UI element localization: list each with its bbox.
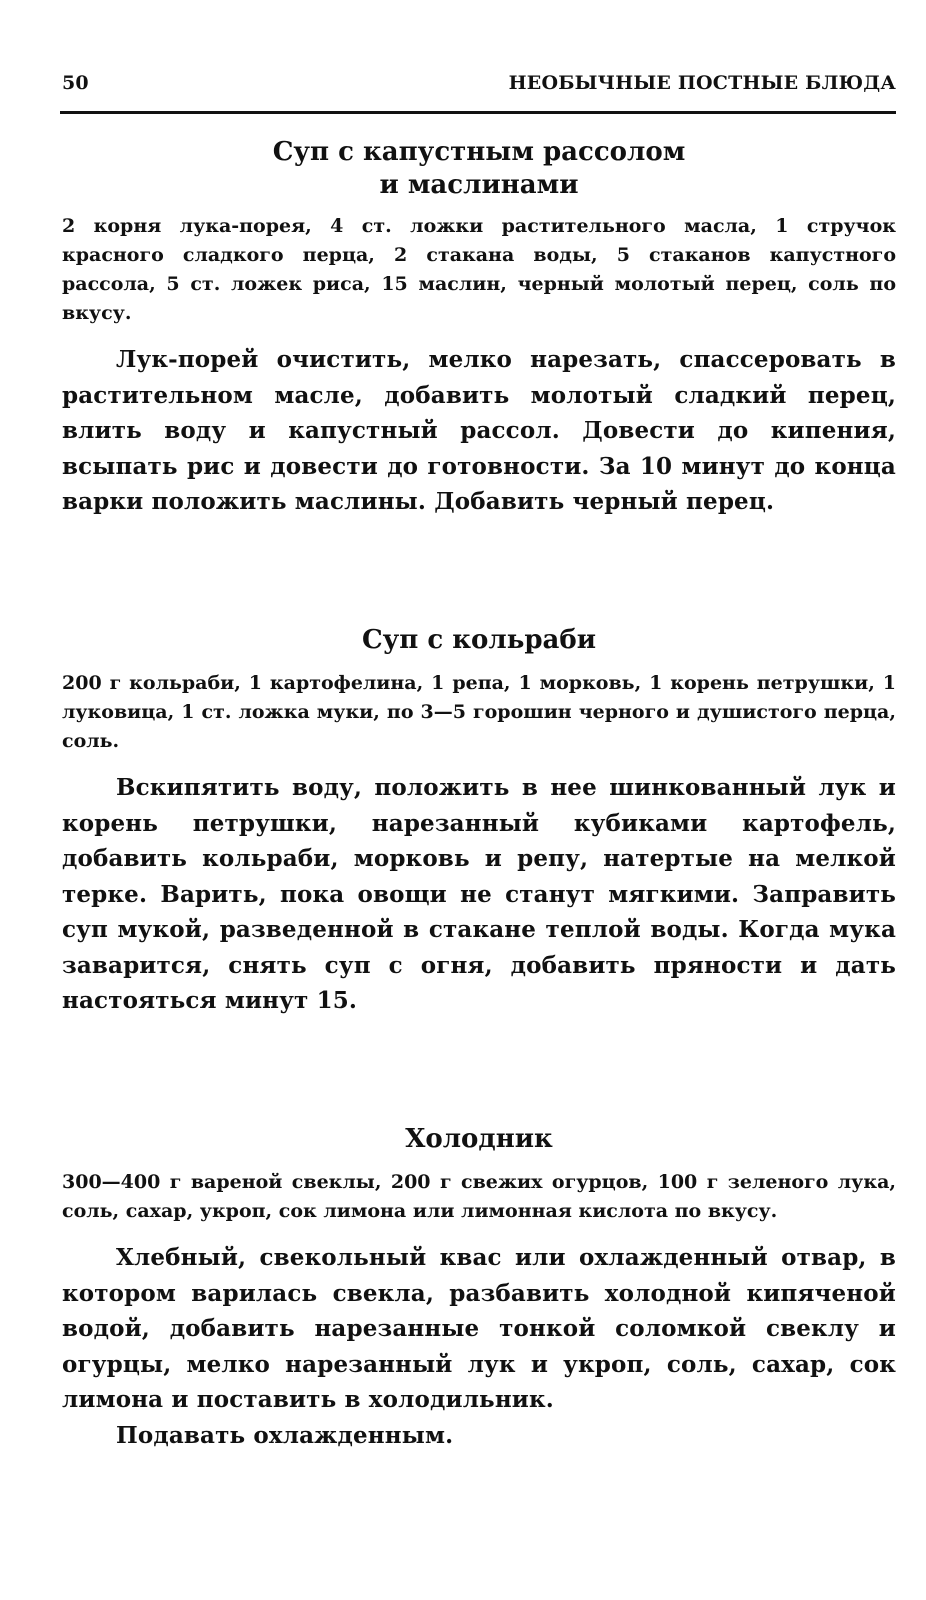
serving-text: Подавать охлажденным. (116, 1421, 454, 1449)
recipe-cabbage-brine-soup (62, 136, 896, 520)
recipe-kohlrabi-soup (62, 624, 896, 1019)
recipe-title-line2: и маслинами (379, 170, 579, 200)
header-rule (60, 111, 896, 114)
ingredients-text: 300—400 г вареной свеклы, 200 г свежих огурцов, 100 г зеленого лука, соль, сахар, укроп, сок лимона или лимонная кислота по вкусу. (62, 1171, 896, 1222)
page-number: 50 (62, 72, 89, 94)
recipe-kholodnik (62, 1123, 896, 1453)
recipe-title: Холодник (405, 1124, 553, 1154)
method-text: Лук-порей очистить, мелко нарезать, спассеровать в растительном масле, добавить молотый сладкий перец, влить воду и капустный рассол. Довести до кипения, всыпать рис и довести до готовности. За 10 минут до конца варки положить маслины. Добавить черный перец. (62, 346, 896, 515)
recipe-title: Суп с кольраби (361, 625, 597, 655)
ingredients-text: 2 корня лука-порея, 4 ст. ложки растительного масла, 1 стручок красного сладкого перца, 2 стакана воды, 5 стаканов капустного рассола, 5 ст. ложек риса, 15 маслин, черный молотый перец, соль по вкусу. (62, 215, 896, 324)
recipe-title-line1: Суп с капустным рассолом (272, 137, 686, 167)
ingredients-text: 200 г кольраби, 1 картофелина, 1 репа, 1 морковь, 1 корень петрушки, 1 луковица, 1 ст. ложка муки, по 3—5 горошин черного и душистого перца, соль. (62, 672, 896, 752)
method-text: Хлебный, свекольный квас или охлажденный отвар, в котором варилась свекла, разбавить холодной кипяченой водой, добавить нарезанные тонкой соломкой свеклу и огурцы, мелко нарезанный лук и укроп, соль, сахар, сок лимона и поставить в холодильник. (62, 1244, 896, 1413)
recipe-title (62, 136, 896, 202)
running-title: НЕОБЫЧНЫЕ ПОСТНЫЕ БЛЮДА (508, 72, 896, 94)
method-text: Вскипятить воду, положить в нее шинкованный лук и корень петрушки, нарезанный кубиками картофель, добавить кольраби, морковь и репу, натертые на мелкой терке. Варить, пока овощи не станут мягкими. Заправить суп мукой, разведенной в стакане теплой воды. Когда мука заварится, снять суп с огня, добавить пряности и дать настояться минут 15. (62, 774, 896, 1014)
